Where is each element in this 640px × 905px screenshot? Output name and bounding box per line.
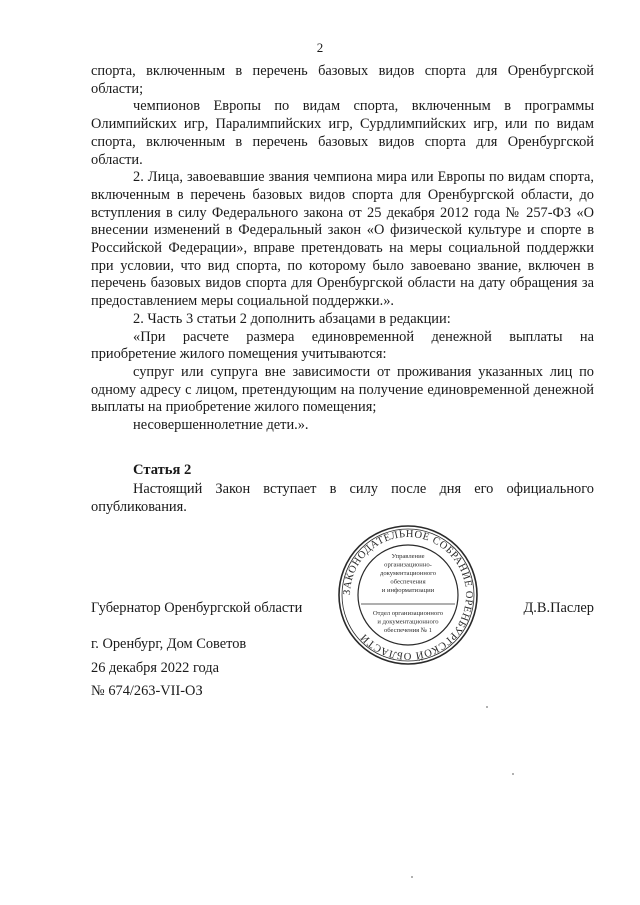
paragraph: спорта, включенным в перечень базовых видов спорта для Оренбургской области; — [91, 63, 594, 97]
seal-inner-line: обеспечения № 1 — [383, 627, 433, 634]
document-body — [91, 63, 594, 435]
seal-inner-line: организационно- — [384, 561, 432, 569]
seal-inner-line: и информатизации — [381, 587, 435, 594]
paragraph: чемпионов Европы по видам спорта, включенным в программы Олимпийских игр, Паралимпийских игр, Сурдлимпийских игр, или по видам спорта, включенным в перечень базовых видов спорта для Оренбургской области. — [91, 98, 594, 168]
document-date: 26 декабря 2022 года — [91, 660, 220, 676]
paragraph: «При расчете размера единовременной денежной выплаты на приобретение жилого помещения учитываются: — [91, 328, 594, 363]
article-title: Статья 2 — [133, 462, 192, 478]
paragraph: супруг или супруга вне зависимости от проживания указанных лиц по одному адресу с лицом, претендующим на получение единовременной денежной выплаты на приобретение жилого помещения; — [91, 363, 594, 416]
article-text: Настоящий Закон вступает в силу после дня его официального опубликования. — [91, 481, 594, 515]
paragraph: 2. Часть 3 статьи 2 дополнить абзацами в редакции: — [133, 310, 451, 327]
page-number: 2 — [316, 40, 324, 55]
scan-speck — [411, 876, 413, 878]
signatory-name: Д.В.Паслер — [523, 600, 594, 616]
scan-speck — [486, 706, 488, 708]
seal-inner-line: Управление — [391, 553, 425, 560]
scan-speck — [512, 773, 514, 775]
seal-inner-line: обеспечения — [390, 578, 426, 586]
seal-outer-text: ЗАКОНОДАТЕЛЬНОЕ СОБРАНИЕ ОРЕНБУРГСКОЙ ОБЛАСТИ — [341, 528, 475, 662]
signatory-position: Губернатор Оренбургской области — [91, 600, 303, 616]
seal-inner-line: Отдел организационного — [372, 610, 444, 617]
document-place: г. Оренбург, Дом Советов — [91, 636, 247, 652]
seal-inner-line: и документационного — [377, 618, 439, 626]
paragraph: несовершеннолетние дети.». — [133, 417, 309, 434]
seal-inner-line: документационного — [379, 570, 437, 577]
official-seal — [337, 524, 479, 666]
paragraph: 2. Лица, завоевавшие звания чемпиона мира или Европы по видам спорта, включенным в перечень базовых видов спорта для Оренбургской области, до вступления в силу Федерального закона от 25 декабря 2012 года № 257-ФЗ «О внесении изменений в Федеральный закон «О физической культуре и спорте в Российской Федерации», вправе претендовать на меры социальной поддержки при условии, что вид спорта, по которому было завоевано звание, включен в перечень базовых видов спорта для Оренбургской области на дату обращения за предоставлением меры социальной поддержки.». — [91, 169, 594, 310]
document-number: № 674/263-VII-ОЗ — [91, 683, 203, 699]
